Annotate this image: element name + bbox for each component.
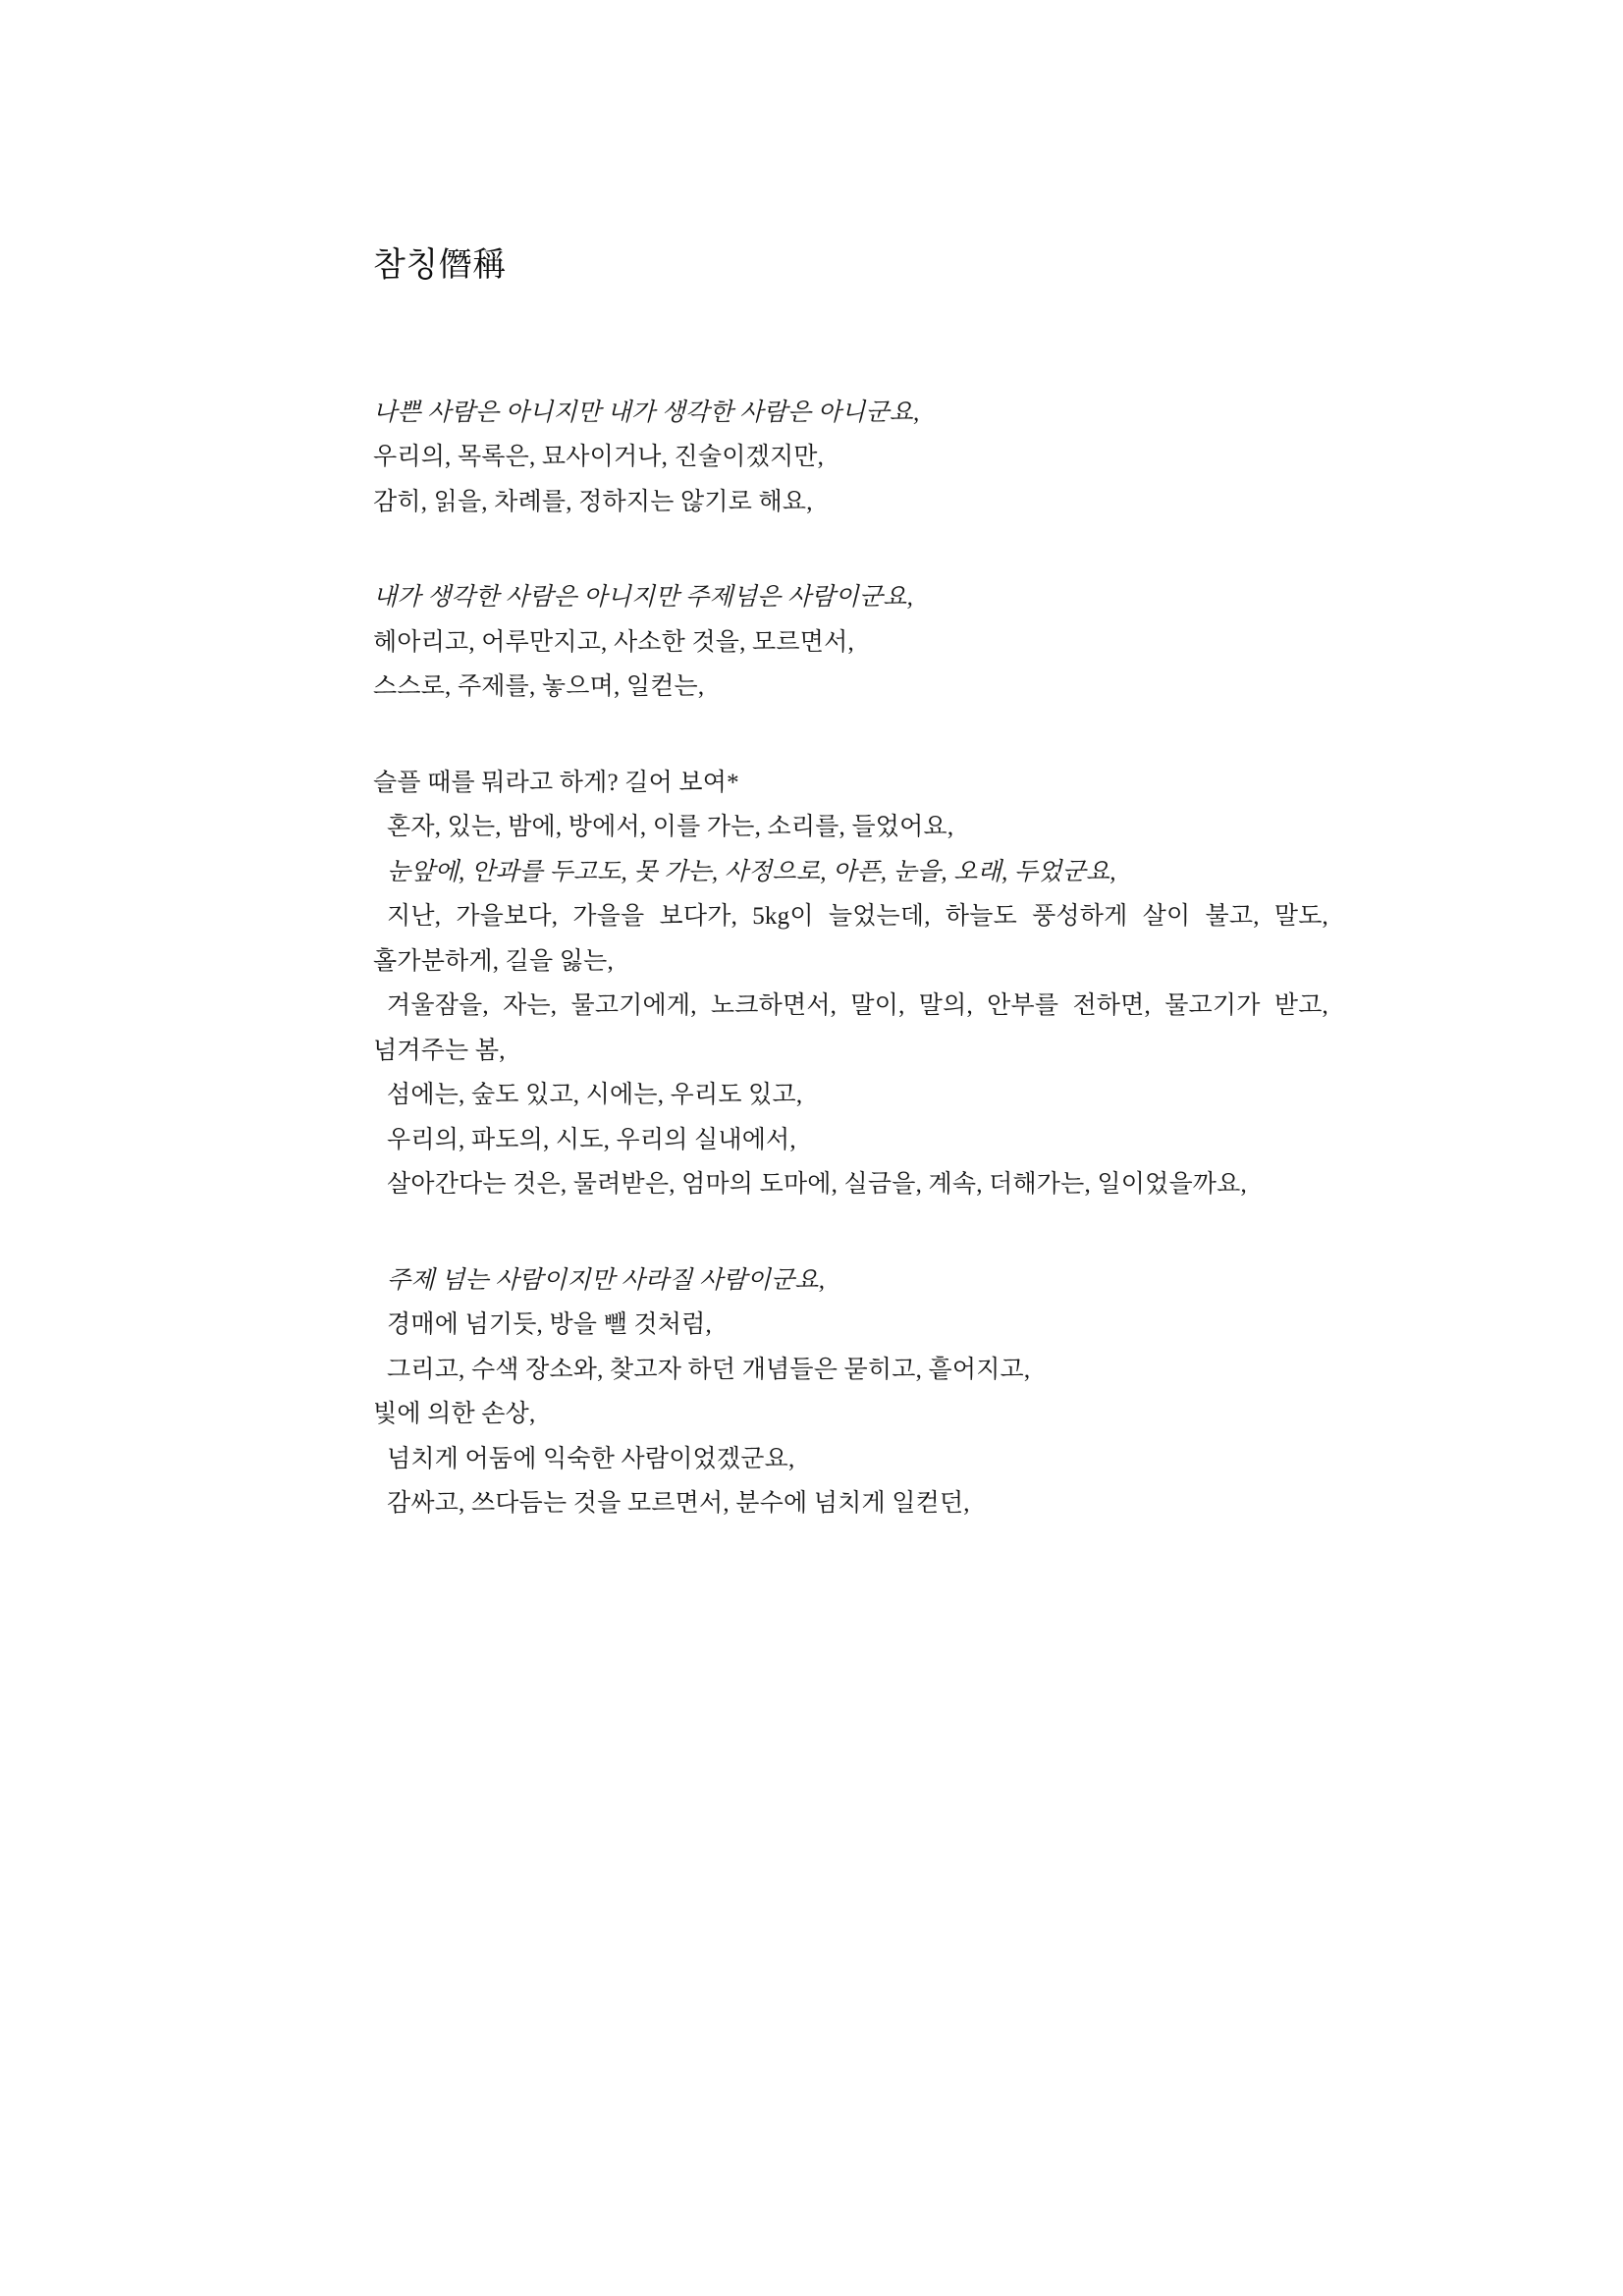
stanza-2 xyxy=(373,575,1328,710)
poem-line: 그리고, 수색 장소와, 찾고자 하던 개념들은 묻히고, 흩어지고, xyxy=(387,1356,1031,1383)
poem-line: 헤아리고, 어루만지고, 사소한 것을, 모르면서, xyxy=(373,628,854,656)
poem-line: 감히, 읽을, 차례를, 정하지는 않기로 해요, xyxy=(373,488,813,515)
page-title: 참칭僭稱 xyxy=(373,247,507,284)
poem-line: 스스로, 주제를, 놓으며, 일컫는, xyxy=(373,673,705,700)
poem-line: 눈앞에, 안과를 두고도, 못 가는, 사정으로, 아픈, 눈을, 오래, 두었군요, xyxy=(387,858,1116,885)
poem-line: 섬에는, 숲도 있고, 시에는, 우리도 있고, xyxy=(387,1082,803,1108)
poem-line: 겨울잠을, 자는, 물고기에게, 노크하면서, 말이, 말의, 안부를 전하면, 물고기가 받고, 넘겨주는 봄, xyxy=(373,992,1335,1064)
poem-line: 빛에 의한 손상, xyxy=(373,1401,536,1427)
poem-line: 내가 생각한 사람은 아니지만 주제넘은 사람이군요, xyxy=(373,584,914,611)
poem-line: 넘치게 어둠에 익숙한 사람이었겠군요, xyxy=(387,1445,795,1472)
poem-line: 감싸고, 쓰다듬는 것을 모르면서, 분수에 넘치게 일컫던, xyxy=(387,1490,970,1517)
poem-line: 혼자, 있는, 밤에, 방에서, 이를 가는, 소리를, 들었어요, xyxy=(387,814,954,840)
poem-line: 우리의, 목록은, 묘사이거나, 진술이겠지만, xyxy=(373,444,825,470)
poem-line: 경매에 넘기듯, 방을 뺄 것처럼, xyxy=(387,1311,712,1338)
poem-line: 나쁜 사람은 아니지만 내가 생각한 사람은 아니군요, xyxy=(373,399,920,426)
poem-line: 우리의, 파도의, 시도, 우리의 실내에서, xyxy=(387,1126,796,1153)
poem-line: 살아간다는 것은, 물려받은, 엄마의 도마에, 실금을, 계속, 더해가는, 일이었을까요, xyxy=(387,1171,1247,1198)
poem-line: 지난, 가을보다, 가을을 보다가, 5kg이 늘었는데, 하늘도 풍성하게 살이 불고, 말도, 홀가분하게, 길을 잃는, xyxy=(373,903,1335,975)
stanza-4 xyxy=(373,1258,1328,1526)
poem-line: 주제 넘는 사람이지만 사라질 사람이군요, xyxy=(387,1266,826,1294)
stanza-3 xyxy=(373,761,1335,1207)
poem-line: 슬플 때를 뭐라고 하게? 길어 보여* xyxy=(373,769,739,796)
stanza-1 xyxy=(373,391,1328,525)
